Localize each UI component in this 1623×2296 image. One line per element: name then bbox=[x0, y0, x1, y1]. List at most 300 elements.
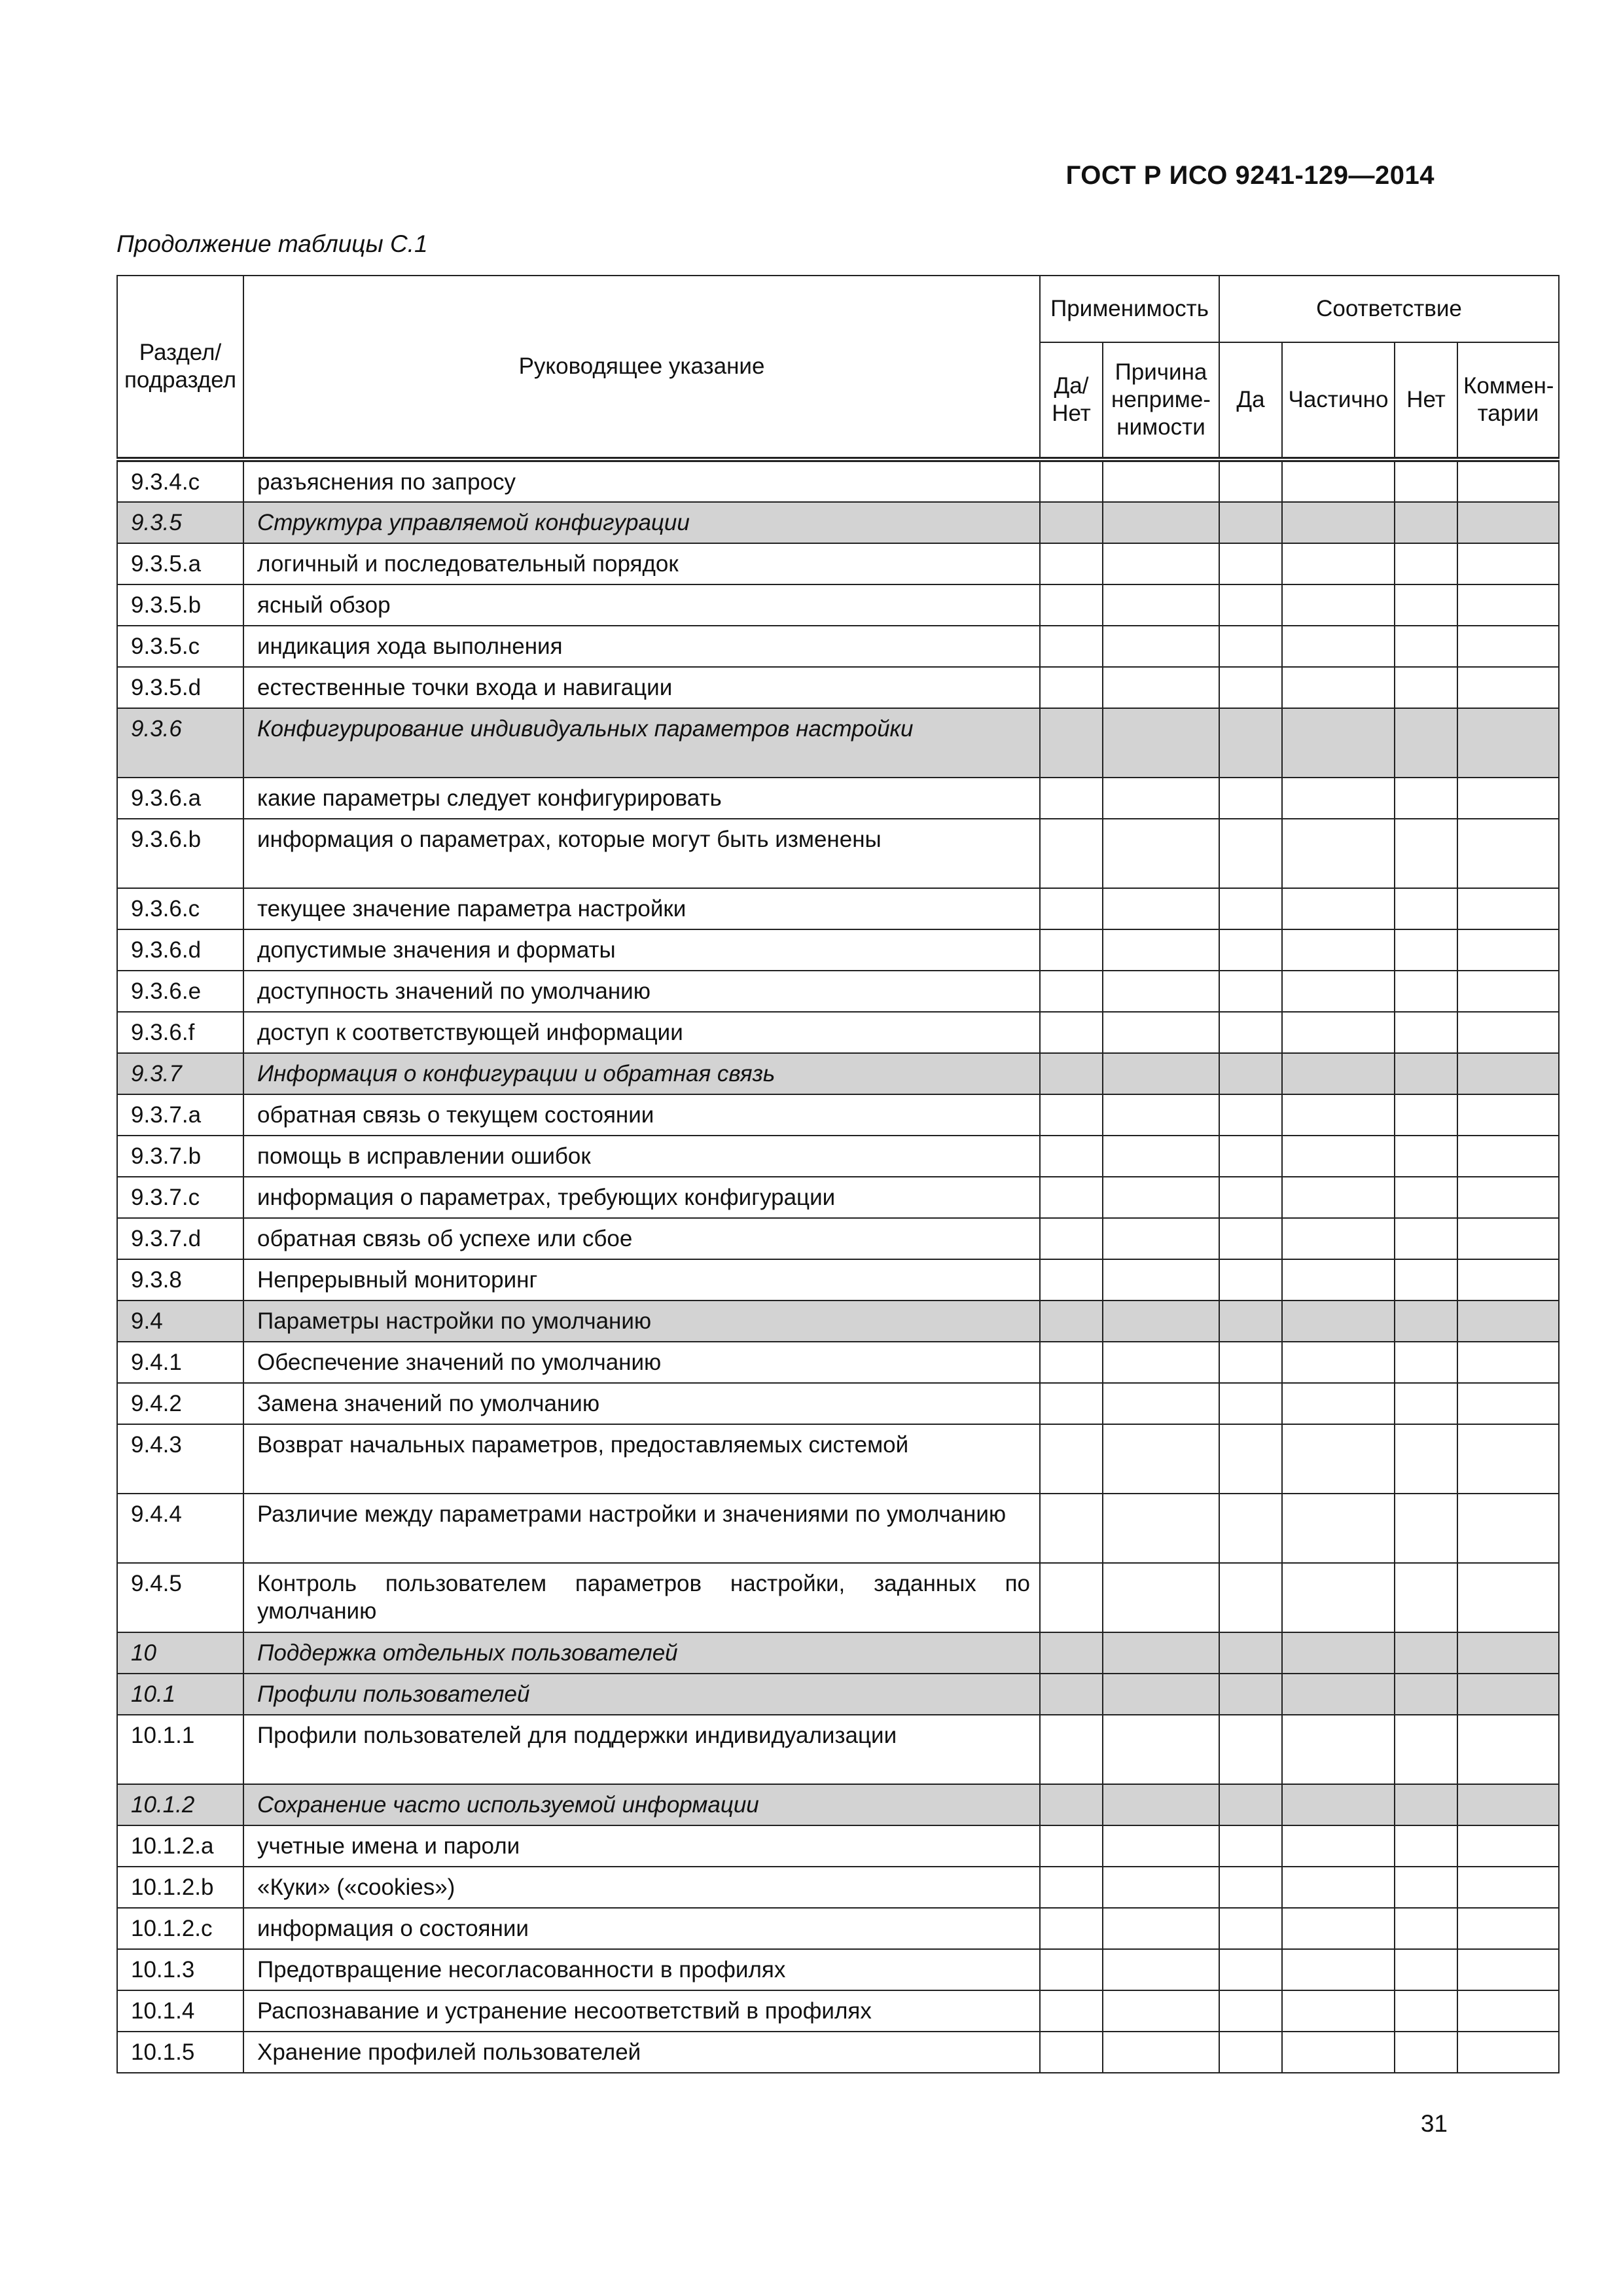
partly-cell[interactable] bbox=[1282, 1012, 1395, 1053]
checklist-table bbox=[116, 275, 1560, 2073]
reason-cell[interactable] bbox=[1103, 502, 1219, 543]
yes-no-cell[interactable] bbox=[1040, 1136, 1103, 1177]
no-cell[interactable] bbox=[1395, 1342, 1457, 1383]
section-number-cell: 10.1.3 bbox=[117, 1949, 243, 1990]
guidance-text-cell: Предотвращение несогласованности в профилях bbox=[243, 1949, 1040, 1990]
reason-cell[interactable] bbox=[1103, 1674, 1219, 1715]
table-row bbox=[117, 819, 1559, 888]
table-row bbox=[117, 459, 1559, 502]
yes-no-cell[interactable] bbox=[1040, 1342, 1103, 1383]
yes-cell[interactable] bbox=[1219, 1632, 1282, 1674]
no-cell[interactable] bbox=[1395, 1383, 1457, 1424]
yes-no-cell[interactable] bbox=[1040, 667, 1103, 708]
reason-cell[interactable] bbox=[1103, 1094, 1219, 1136]
no-cell[interactable] bbox=[1395, 1300, 1457, 1342]
comments-cell[interactable] bbox=[1457, 1867, 1559, 1908]
comments-cell[interactable] bbox=[1457, 1494, 1559, 1563]
guidance-text-cell: Обеспечение значений по умолчанию bbox=[243, 1342, 1040, 1383]
yes-no-cell[interactable] bbox=[1040, 1990, 1103, 2032]
partly-cell[interactable] bbox=[1282, 459, 1395, 502]
no-cell[interactable] bbox=[1395, 459, 1457, 502]
partly-cell[interactable] bbox=[1282, 1300, 1395, 1342]
table-row bbox=[117, 971, 1559, 1012]
partly-cell[interactable] bbox=[1282, 1424, 1395, 1494]
no-cell[interactable] bbox=[1395, 708, 1457, 778]
no-cell[interactable] bbox=[1395, 1053, 1457, 1094]
table-row bbox=[117, 1342, 1559, 1383]
partly-cell[interactable] bbox=[1282, 778, 1395, 819]
section-number-cell: 9.3.8 bbox=[117, 1259, 243, 1300]
no-cell[interactable] bbox=[1395, 1094, 1457, 1136]
comments-cell[interactable] bbox=[1457, 1383, 1559, 1424]
comments-cell[interactable] bbox=[1457, 888, 1559, 929]
partly-cell[interactable] bbox=[1282, 1053, 1395, 1094]
guidance-text-cell: Непрерывный мониторинг bbox=[243, 1259, 1040, 1300]
yes-no-cell[interactable] bbox=[1040, 1012, 1103, 1053]
no-cell[interactable] bbox=[1395, 1867, 1457, 1908]
table-row bbox=[117, 1908, 1559, 1949]
table-body bbox=[117, 459, 1559, 2073]
table-row bbox=[117, 1867, 1559, 1908]
yes-no-cell[interactable] bbox=[1040, 1177, 1103, 1218]
comments-cell[interactable] bbox=[1457, 778, 1559, 819]
table-row bbox=[117, 1012, 1559, 1053]
comments-cell[interactable] bbox=[1457, 1177, 1559, 1218]
table-row bbox=[117, 1383, 1559, 1424]
section-number-cell: 9.3.6.b bbox=[117, 819, 243, 888]
yes-cell[interactable] bbox=[1219, 1259, 1282, 1300]
yes-cell[interactable] bbox=[1219, 1218, 1282, 1259]
partly-cell[interactable] bbox=[1282, 1342, 1395, 1383]
guidance-text-cell: Замена значений по умолчанию bbox=[243, 1383, 1040, 1424]
reason-cell[interactable] bbox=[1103, 888, 1219, 929]
reason-cell[interactable] bbox=[1103, 1784, 1219, 1825]
reason-cell[interactable] bbox=[1103, 2032, 1219, 2073]
yes-cell[interactable] bbox=[1219, 1563, 1282, 1632]
yes-cell[interactable] bbox=[1219, 971, 1282, 1012]
no-cell[interactable] bbox=[1395, 1012, 1457, 1053]
no-cell[interactable] bbox=[1395, 1218, 1457, 1259]
table-row bbox=[117, 708, 1559, 778]
reason-cell[interactable] bbox=[1103, 1342, 1219, 1383]
yes-no-cell[interactable] bbox=[1040, 1259, 1103, 1300]
partly-cell[interactable] bbox=[1282, 1908, 1395, 1949]
guidance-text-cell: Различие между параметрами настройки и значениями по умолчанию bbox=[243, 1494, 1040, 1563]
guidance-text-cell: информация о параметрах, требующих конфигурации bbox=[243, 1177, 1040, 1218]
guidance-text-cell: помощь в исправлении ошибок bbox=[243, 1136, 1040, 1177]
page-number: 31 bbox=[1420, 2110, 1448, 2137]
yes-no-cell[interactable] bbox=[1040, 778, 1103, 819]
yes-no-cell[interactable] bbox=[1040, 543, 1103, 584]
table-row bbox=[117, 1825, 1559, 1867]
yes-cell[interactable] bbox=[1219, 1867, 1282, 1908]
reason-cell[interactable] bbox=[1103, 1563, 1219, 1632]
section-number-cell: 9.3.5.b bbox=[117, 584, 243, 626]
yes-no-cell[interactable] bbox=[1040, 502, 1103, 543]
reason-cell[interactable] bbox=[1103, 1012, 1219, 1053]
col-header-no: Нет bbox=[1395, 342, 1457, 459]
comments-cell[interactable] bbox=[1457, 502, 1559, 543]
reason-cell[interactable] bbox=[1103, 778, 1219, 819]
guidance-text-cell: доступ к соответствующей информации bbox=[243, 1012, 1040, 1053]
section-number-cell: 9.3.6.a bbox=[117, 778, 243, 819]
no-cell[interactable] bbox=[1395, 819, 1457, 888]
no-cell[interactable] bbox=[1395, 584, 1457, 626]
reason-cell[interactable] bbox=[1103, 1632, 1219, 1674]
yes-cell[interactable] bbox=[1219, 459, 1282, 502]
section-number-cell: 9.3.7.a bbox=[117, 1094, 243, 1136]
guidance-text-cell: естественные точки входа и навигации bbox=[243, 667, 1040, 708]
yes-no-cell[interactable] bbox=[1040, 1632, 1103, 1674]
yes-cell[interactable] bbox=[1219, 1990, 1282, 2032]
partly-cell[interactable] bbox=[1282, 626, 1395, 667]
partly-cell[interactable] bbox=[1282, 1825, 1395, 1867]
yes-cell[interactable] bbox=[1219, 1494, 1282, 1563]
reason-cell[interactable] bbox=[1103, 1424, 1219, 1494]
section-number-cell: 9.3.5.a bbox=[117, 543, 243, 584]
partly-cell[interactable] bbox=[1282, 819, 1395, 888]
reason-cell[interactable] bbox=[1103, 1990, 1219, 2032]
comments-cell[interactable] bbox=[1457, 1012, 1559, 1053]
section-number-cell: 9.3.6.f bbox=[117, 1012, 243, 1053]
yes-no-cell[interactable] bbox=[1040, 1424, 1103, 1494]
comments-cell[interactable] bbox=[1457, 1342, 1559, 1383]
yes-no-cell[interactable] bbox=[1040, 584, 1103, 626]
yes-cell[interactable] bbox=[1219, 1177, 1282, 1218]
comments-cell[interactable] bbox=[1457, 1424, 1559, 1494]
section-number-cell: 9.3.5.c bbox=[117, 626, 243, 667]
reason-cell[interactable] bbox=[1103, 819, 1219, 888]
partly-cell[interactable] bbox=[1282, 929, 1395, 971]
guidance-text-cell: доступность значений по умолчанию bbox=[243, 971, 1040, 1012]
comments-cell[interactable] bbox=[1457, 626, 1559, 667]
yes-no-cell[interactable] bbox=[1040, 1825, 1103, 1867]
checklist-table-wrapper bbox=[116, 275, 1554, 2073]
yes-cell[interactable] bbox=[1219, 708, 1282, 778]
section-number-cell: 9.4.4 bbox=[117, 1494, 243, 1563]
yes-cell[interactable] bbox=[1219, 1825, 1282, 1867]
yes-cell[interactable] bbox=[1219, 1300, 1282, 1342]
comments-cell[interactable] bbox=[1457, 667, 1559, 708]
partly-cell[interactable] bbox=[1282, 543, 1395, 584]
table-row bbox=[117, 502, 1559, 543]
reason-cell[interactable] bbox=[1103, 543, 1219, 584]
table-row bbox=[117, 778, 1559, 819]
section-number-cell: 9.4.5 bbox=[117, 1563, 243, 1632]
table-row bbox=[117, 626, 1559, 667]
yes-no-cell[interactable] bbox=[1040, 888, 1103, 929]
no-cell[interactable] bbox=[1395, 1674, 1457, 1715]
section-number-cell: 10.1.2.c bbox=[117, 1908, 243, 1949]
table-row bbox=[117, 1563, 1559, 1632]
section-number-cell: 9.3.6 bbox=[117, 708, 243, 778]
yes-no-cell[interactable] bbox=[1040, 1784, 1103, 1825]
reason-cell[interactable] bbox=[1103, 1949, 1219, 1990]
guidance-text-cell: какие параметры следует конфигурировать bbox=[243, 778, 1040, 819]
yes-no-cell[interactable] bbox=[1040, 1867, 1103, 1908]
comments-cell[interactable] bbox=[1457, 1300, 1559, 1342]
no-cell[interactable] bbox=[1395, 971, 1457, 1012]
yes-cell[interactable] bbox=[1219, 1949, 1282, 1990]
comments-cell[interactable] bbox=[1457, 708, 1559, 778]
partly-cell[interactable] bbox=[1282, 1715, 1395, 1784]
reason-cell[interactable] bbox=[1103, 1825, 1219, 1867]
comments-cell[interactable] bbox=[1457, 459, 1559, 502]
no-cell[interactable] bbox=[1395, 1908, 1457, 1949]
guidance-text-cell: Профили пользователей bbox=[243, 1674, 1040, 1715]
yes-no-cell[interactable] bbox=[1040, 1908, 1103, 1949]
table-row bbox=[117, 1715, 1559, 1784]
comments-cell[interactable] bbox=[1457, 1715, 1559, 1784]
yes-no-cell[interactable] bbox=[1040, 1383, 1103, 1424]
yes-cell[interactable] bbox=[1219, 819, 1282, 888]
yes-cell[interactable] bbox=[1219, 778, 1282, 819]
guidance-text-cell: Параметры настройки по умолчанию bbox=[243, 1300, 1040, 1342]
reason-cell[interactable] bbox=[1103, 1867, 1219, 1908]
yes-no-cell[interactable] bbox=[1040, 708, 1103, 778]
no-cell[interactable] bbox=[1395, 626, 1457, 667]
no-cell[interactable] bbox=[1395, 1825, 1457, 1867]
partly-cell[interactable] bbox=[1282, 1784, 1395, 1825]
guidance-text-cell: Сохранение часто используемой информации bbox=[243, 1784, 1040, 1825]
no-cell[interactable] bbox=[1395, 778, 1457, 819]
no-cell[interactable] bbox=[1395, 1563, 1457, 1632]
section-number-cell: 10.1 bbox=[117, 1674, 243, 1715]
table-header bbox=[117, 276, 1559, 459]
reason-cell[interactable] bbox=[1103, 1177, 1219, 1218]
reason-cell[interactable] bbox=[1103, 929, 1219, 971]
section-number-cell: 9.3.5 bbox=[117, 502, 243, 543]
yes-no-cell[interactable] bbox=[1040, 459, 1103, 502]
section-number-cell: 9.3.4.c bbox=[117, 459, 243, 502]
no-cell[interactable] bbox=[1395, 1715, 1457, 1784]
yes-cell[interactable] bbox=[1219, 2032, 1282, 2073]
yes-cell[interactable] bbox=[1219, 584, 1282, 626]
col-header-comments: Коммен- тарии bbox=[1457, 342, 1559, 459]
comments-cell[interactable] bbox=[1457, 1825, 1559, 1867]
guidance-text-cell: информация о состоянии bbox=[243, 1908, 1040, 1949]
comments-cell[interactable] bbox=[1457, 584, 1559, 626]
comments-cell[interactable] bbox=[1457, 971, 1559, 1012]
yes-cell[interactable] bbox=[1219, 626, 1282, 667]
yes-no-cell[interactable] bbox=[1040, 819, 1103, 888]
col-header-yes: Да bbox=[1219, 342, 1282, 459]
guidance-text-cell: Конфигурирование индивидуальных параметров настройки bbox=[243, 708, 1040, 778]
partly-cell[interactable] bbox=[1282, 1949, 1395, 1990]
section-number-cell: 9.4 bbox=[117, 1300, 243, 1342]
section-number-cell: 10.1.2.a bbox=[117, 1825, 243, 1867]
section-number-cell: 9.3.7 bbox=[117, 1053, 243, 1094]
partly-cell[interactable] bbox=[1282, 1136, 1395, 1177]
comments-cell[interactable] bbox=[1457, 543, 1559, 584]
comments-cell[interactable] bbox=[1457, 929, 1559, 971]
yes-cell[interactable] bbox=[1219, 543, 1282, 584]
yes-cell[interactable] bbox=[1219, 1908, 1282, 1949]
guidance-text-cell: информация о параметрах, которые могут быть изменены bbox=[243, 819, 1040, 888]
comments-cell[interactable] bbox=[1457, 1674, 1559, 1715]
partly-cell[interactable] bbox=[1282, 1177, 1395, 1218]
guidance-text-cell: Хранение профилей пользователей bbox=[243, 2032, 1040, 2073]
partly-cell[interactable] bbox=[1282, 1494, 1395, 1563]
reason-cell[interactable] bbox=[1103, 1908, 1219, 1949]
section-number-cell: 9.3.7.b bbox=[117, 1136, 243, 1177]
no-cell[interactable] bbox=[1395, 888, 1457, 929]
no-cell[interactable] bbox=[1395, 1784, 1457, 1825]
no-cell[interactable] bbox=[1395, 1494, 1457, 1563]
yes-no-cell[interactable] bbox=[1040, 1674, 1103, 1715]
section-number-cell: 10.1.4 bbox=[117, 1990, 243, 2032]
yes-cell[interactable] bbox=[1219, 667, 1282, 708]
partly-cell[interactable] bbox=[1282, 502, 1395, 543]
reason-cell[interactable] bbox=[1103, 1259, 1219, 1300]
partly-cell[interactable] bbox=[1282, 708, 1395, 778]
partly-cell[interactable] bbox=[1282, 667, 1395, 708]
comments-cell[interactable] bbox=[1457, 1990, 1559, 2032]
yes-cell[interactable] bbox=[1219, 1715, 1282, 1784]
no-cell[interactable] bbox=[1395, 543, 1457, 584]
partly-cell[interactable] bbox=[1282, 1259, 1395, 1300]
no-cell[interactable] bbox=[1395, 2032, 1457, 2073]
yes-cell[interactable] bbox=[1219, 1784, 1282, 1825]
partly-cell[interactable] bbox=[1282, 1674, 1395, 1715]
table-row bbox=[117, 1674, 1559, 1715]
no-cell[interactable] bbox=[1395, 1136, 1457, 1177]
yes-cell[interactable] bbox=[1219, 1383, 1282, 1424]
guidance-text-cell: логичный и последовательный порядок bbox=[243, 543, 1040, 584]
reason-cell[interactable] bbox=[1103, 1300, 1219, 1342]
partly-cell[interactable] bbox=[1282, 1383, 1395, 1424]
reason-cell[interactable] bbox=[1103, 1715, 1219, 1784]
col-header-compliance: Соответствие bbox=[1219, 276, 1559, 342]
table-row bbox=[117, 1094, 1559, 1136]
partly-cell[interactable] bbox=[1282, 1632, 1395, 1674]
partly-cell[interactable] bbox=[1282, 888, 1395, 929]
no-cell[interactable] bbox=[1395, 1632, 1457, 1674]
comments-cell[interactable] bbox=[1457, 1094, 1559, 1136]
comments-cell[interactable] bbox=[1457, 1632, 1559, 1674]
comments-cell[interactable] bbox=[1457, 819, 1559, 888]
no-cell[interactable] bbox=[1395, 667, 1457, 708]
guidance-text-cell: Профили пользователей для поддержки индивидуализации bbox=[243, 1715, 1040, 1784]
reason-cell[interactable] bbox=[1103, 1494, 1219, 1563]
guidance-text-cell: Возврат начальных параметров, предоставляемых системой bbox=[243, 1424, 1040, 1494]
reason-cell[interactable] bbox=[1103, 971, 1219, 1012]
comments-cell[interactable] bbox=[1457, 1136, 1559, 1177]
yes-no-cell[interactable] bbox=[1040, 929, 1103, 971]
yes-cell[interactable] bbox=[1219, 502, 1282, 543]
reason-cell[interactable] bbox=[1103, 1218, 1219, 1259]
comments-cell[interactable] bbox=[1457, 1053, 1559, 1094]
col-header-yes-no: Да/ Нет bbox=[1040, 342, 1103, 459]
yes-cell[interactable] bbox=[1219, 1094, 1282, 1136]
yes-cell[interactable] bbox=[1219, 1424, 1282, 1494]
no-cell[interactable] bbox=[1395, 1424, 1457, 1494]
section-number-cell: 9.3.5.d bbox=[117, 667, 243, 708]
yes-no-cell[interactable] bbox=[1040, 1715, 1103, 1784]
comments-cell[interactable] bbox=[1457, 1563, 1559, 1632]
yes-cell[interactable] bbox=[1219, 888, 1282, 929]
yes-no-cell[interactable] bbox=[1040, 1218, 1103, 1259]
partly-cell[interactable] bbox=[1282, 1563, 1395, 1632]
table-row bbox=[117, 1177, 1559, 1218]
reason-cell[interactable] bbox=[1103, 459, 1219, 502]
yes-no-cell[interactable] bbox=[1040, 1949, 1103, 1990]
yes-cell[interactable] bbox=[1219, 1136, 1282, 1177]
table-row bbox=[117, 1300, 1559, 1342]
comments-cell[interactable] bbox=[1457, 2032, 1559, 2073]
guidance-text-cell: индикация хода выполнения bbox=[243, 626, 1040, 667]
table-row bbox=[117, 1053, 1559, 1094]
reason-cell[interactable] bbox=[1103, 1053, 1219, 1094]
no-cell[interactable] bbox=[1395, 1177, 1457, 1218]
section-number-cell: 9.3.6.e bbox=[117, 971, 243, 1012]
partly-cell[interactable] bbox=[1282, 1990, 1395, 2032]
no-cell[interactable] bbox=[1395, 502, 1457, 543]
yes-no-cell[interactable] bbox=[1040, 1053, 1103, 1094]
partly-cell[interactable] bbox=[1282, 2032, 1395, 2073]
col-header-applicability: Применимость bbox=[1040, 276, 1219, 342]
yes-cell[interactable] bbox=[1219, 1342, 1282, 1383]
comments-cell[interactable] bbox=[1457, 1949, 1559, 1990]
yes-cell[interactable] bbox=[1219, 929, 1282, 971]
yes-no-cell[interactable] bbox=[1040, 971, 1103, 1012]
guidance-text-cell: Поддержка отдельных пользователей bbox=[243, 1632, 1040, 1674]
table-row bbox=[117, 929, 1559, 971]
table-row bbox=[117, 1784, 1559, 1825]
no-cell[interactable] bbox=[1395, 1259, 1457, 1300]
yes-no-cell[interactable] bbox=[1040, 626, 1103, 667]
yes-cell[interactable] bbox=[1219, 1674, 1282, 1715]
table-row bbox=[117, 667, 1559, 708]
no-cell[interactable] bbox=[1395, 1949, 1457, 1990]
partly-cell[interactable] bbox=[1282, 1867, 1395, 1908]
yes-no-cell[interactable] bbox=[1040, 1563, 1103, 1632]
comments-cell[interactable] bbox=[1457, 1259, 1559, 1300]
yes-no-cell[interactable] bbox=[1040, 2032, 1103, 2073]
no-cell[interactable] bbox=[1395, 929, 1457, 971]
guidance-text-cell: ясный обзор bbox=[243, 584, 1040, 626]
yes-cell[interactable] bbox=[1219, 1012, 1282, 1053]
partly-cell[interactable] bbox=[1282, 971, 1395, 1012]
col-header-reason: Причина неприме- нимости bbox=[1103, 342, 1219, 459]
yes-no-cell[interactable] bbox=[1040, 1094, 1103, 1136]
table-row bbox=[117, 1990, 1559, 2032]
reason-cell[interactable] bbox=[1103, 1383, 1219, 1424]
comments-cell[interactable] bbox=[1457, 1784, 1559, 1825]
reason-cell[interactable] bbox=[1103, 708, 1219, 778]
partly-cell[interactable] bbox=[1282, 584, 1395, 626]
reason-cell[interactable] bbox=[1103, 626, 1219, 667]
section-number-cell: 10 bbox=[117, 1632, 243, 1674]
section-number-cell: 9.4.1 bbox=[117, 1342, 243, 1383]
reason-cell[interactable] bbox=[1103, 667, 1219, 708]
yes-no-cell[interactable] bbox=[1040, 1300, 1103, 1342]
table-row bbox=[117, 1949, 1559, 1990]
partly-cell[interactable] bbox=[1282, 1218, 1395, 1259]
yes-cell[interactable] bbox=[1219, 1053, 1282, 1094]
partly-cell[interactable] bbox=[1282, 1094, 1395, 1136]
guidance-text-cell: Контроль пользователем параметров настройки, заданных по умолчанию bbox=[243, 1563, 1040, 1632]
no-cell[interactable] bbox=[1395, 1990, 1457, 2032]
comments-cell[interactable] bbox=[1457, 1908, 1559, 1949]
section-number-cell: 10.1.2 bbox=[117, 1784, 243, 1825]
reason-cell[interactable] bbox=[1103, 1136, 1219, 1177]
comments-cell[interactable] bbox=[1457, 1218, 1559, 1259]
reason-cell[interactable] bbox=[1103, 584, 1219, 626]
guidance-text-cell: обратная связь об успехе или сбое bbox=[243, 1218, 1040, 1259]
guidance-text-cell: разъяснения по запросу bbox=[243, 459, 1040, 502]
yes-no-cell[interactable] bbox=[1040, 1494, 1103, 1563]
